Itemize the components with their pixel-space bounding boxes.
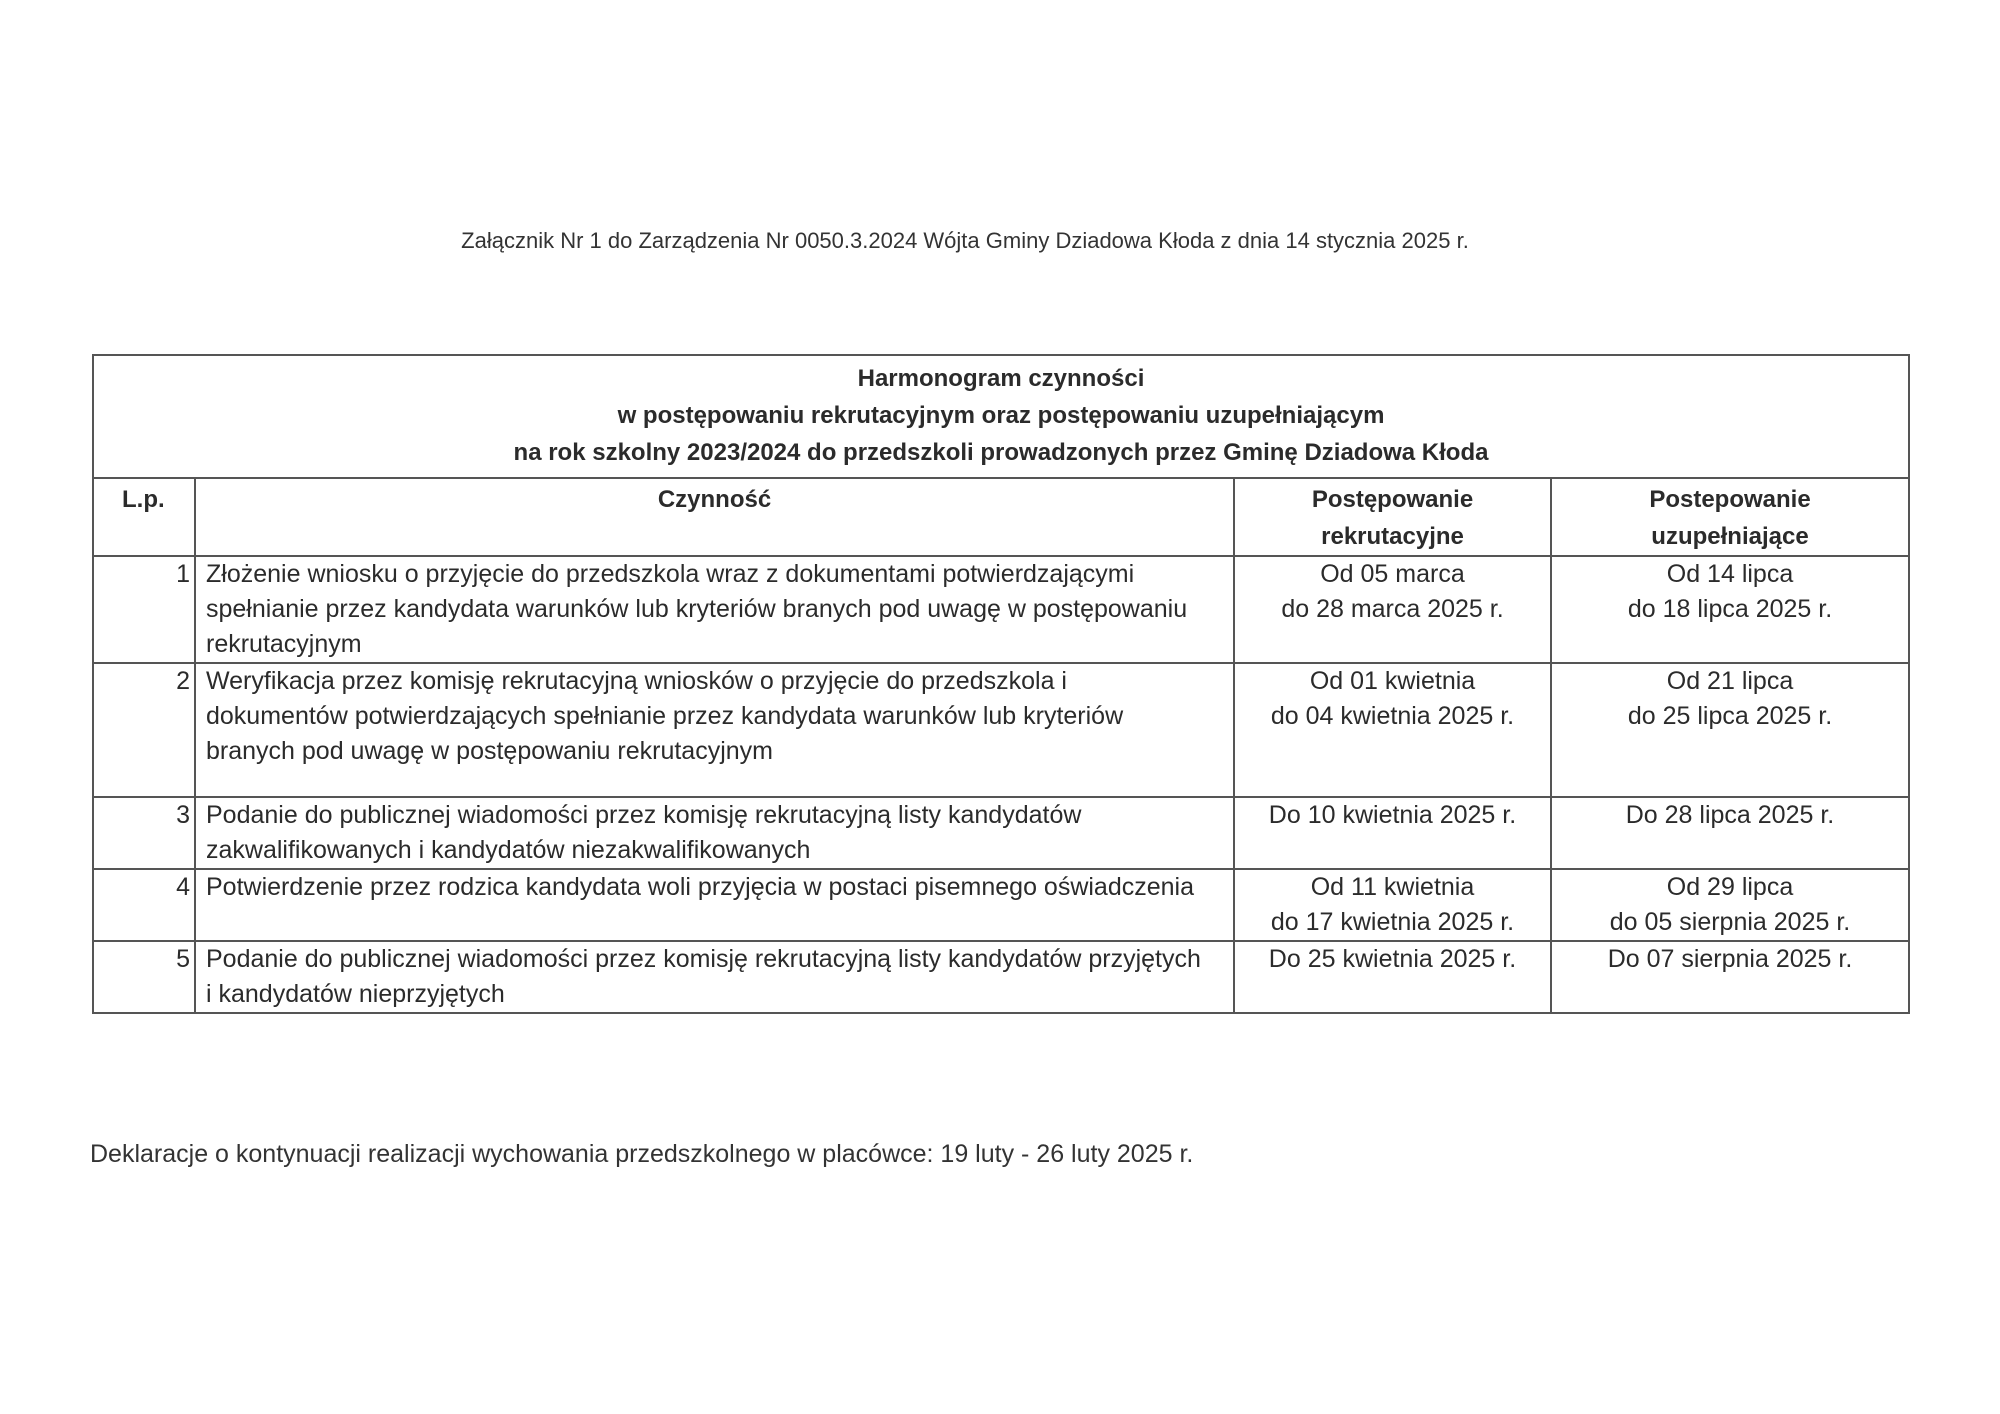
- supplementary-date-line-1: Do 07 sierpnia 2025 r.: [1607, 945, 1853, 973]
- recruitment-date-line-2: do 17 kwietnia 2025 r.: [1270, 908, 1515, 936]
- row-number: 2: [93, 663, 195, 797]
- table-header-row: [93, 478, 1909, 556]
- row-supplementary-date: [1551, 797, 1909, 869]
- supplementary-date-line-1: Od 21 lipca: [1666, 667, 1794, 695]
- row-recruitment-date: [1234, 941, 1551, 1013]
- header-supplementary-line-1: Postepowanie: [1649, 486, 1811, 513]
- declaration-note: Deklaracje o kontynuacji realizacji wychowania przedszkolnego w placówce: 19 luty - 26 luty 2025 r.: [90, 1140, 1194, 1168]
- row-supplementary-date: [1551, 663, 1909, 797]
- supplementary-date-line-2: do 18 lipca 2025 r.: [1627, 595, 1833, 623]
- schedule-table: [92, 354, 1910, 1014]
- row-activity: Potwierdzenie przez rodzica kandydata woli przyjęcia w postaci pisemnego oświadczenia: [195, 869, 1234, 941]
- row-activity: Weryfikacja przez komisję rekrutacyjną wniosków o przyjęcie do przedszkola i dokumentów potwierdzających spełnianie przez kandydata warunków lub kryteriów branych pod uwagę w postępowaniu rekrutacyjnym: [195, 663, 1234, 797]
- row-supplementary-date: [1551, 869, 1909, 941]
- header-activity: Czynność: [195, 478, 1234, 556]
- attachment-note: Załącznik Nr 1 do Zarządzenia Nr 0050.3.2024 Wójta Gminy Dziadowa Kłoda z dnia 14 stycznia 2025 r.: [461, 228, 1469, 253]
- table-row: [93, 797, 1909, 869]
- row-recruitment-date: [1234, 663, 1551, 797]
- row-number: 4: [93, 869, 195, 941]
- table-row: [93, 663, 1909, 797]
- recruitment-date-line-1: Do 10 kwietnia 2025 r.: [1268, 801, 1517, 829]
- header-recruitment-line-2: rekrutacyjne: [1321, 523, 1464, 550]
- table-row: [93, 556, 1909, 663]
- row-activity: Podanie do publicznej wiadomości przez komisję rekrutacyjną listy kandydatów zakwalifikowanych i kandydatów niezakwalifikowanych: [195, 797, 1234, 869]
- row-recruitment-date: [1234, 556, 1551, 663]
- recruitment-date-line-1: Od 01 kwietnia: [1309, 667, 1476, 695]
- table-title-line-1: Harmonogram czynności: [857, 365, 1145, 392]
- supplementary-date-line-1: Od 14 lipca: [1666, 560, 1794, 588]
- row-supplementary-date: [1551, 941, 1909, 1013]
- table-title-line-3: na rok szkolny 2023/2024 do przedszkoli prowadzonych przez Gminę Dziadowa Kłoda: [513, 439, 1489, 466]
- table-title-line-2: w postępowaniu rekrutacyjnym oraz postępowaniu uzupełniającym: [617, 402, 1385, 429]
- supplementary-date-line-1: Do 28 lipca 2025 r.: [1625, 801, 1835, 829]
- header-lp: L.p.: [93, 478, 195, 556]
- row-activity: Złożenie wniosku o przyjęcie do przedszkola wraz z dokumentami potwierdzającymi spełnianie przez kandydata warunków lub kryteriów branych pod uwagę w postępowaniu rekrutacyjnym: [195, 556, 1234, 663]
- row-recruitment-date: [1234, 797, 1551, 869]
- table-row: [93, 941, 1909, 1013]
- header-supplementary-line-2: uzupełniające: [1651, 523, 1809, 550]
- row-activity: Podanie do publicznej wiadomości przez komisję rekrutacyjną listy kandydatów przyjętych i kandydatów nieprzyjętych: [195, 941, 1234, 1013]
- recruitment-date-line-1: Do 25 kwietnia 2025 r.: [1268, 945, 1517, 973]
- supplementary-date-line-2: do 25 lipca 2025 r.: [1627, 702, 1833, 730]
- recruitment-date-line-2: do 28 marca 2025 r.: [1281, 595, 1504, 623]
- row-supplementary-date: [1551, 556, 1909, 663]
- row-number: 1: [93, 556, 195, 663]
- header-supplementary: [1551, 478, 1909, 556]
- header-recruitment: [1234, 478, 1551, 556]
- recruitment-date-line-1: Od 05 marca: [1320, 560, 1465, 588]
- supplementary-date-line-1: Od 29 lipca: [1666, 873, 1794, 901]
- row-recruitment-date: [1234, 869, 1551, 941]
- table-row: [93, 869, 1909, 941]
- supplementary-date-line-2: do 05 sierpnia 2025 r.: [1609, 908, 1851, 936]
- table-title: [93, 355, 1909, 478]
- row-number: 5: [93, 941, 195, 1013]
- header-recruitment-line-1: Postępowanie: [1311, 486, 1474, 513]
- recruitment-date-line-1: Od 11 kwietnia: [1310, 873, 1475, 901]
- row-number: 3: [93, 797, 195, 869]
- recruitment-date-line-2: do 04 kwietnia 2025 r.: [1270, 702, 1515, 730]
- table-title-row: [93, 355, 1909, 478]
